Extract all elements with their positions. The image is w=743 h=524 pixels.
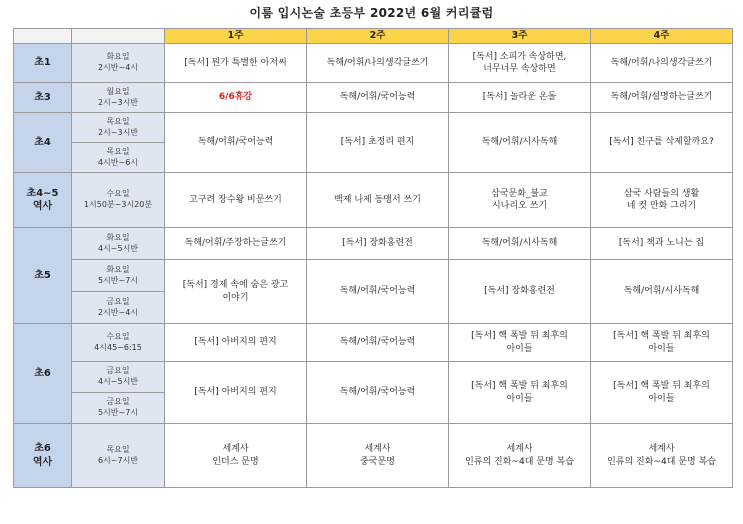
schedule-time: 6시~7시반 (97, 455, 139, 465)
schedule-time: 2시반~4시 (97, 63, 139, 72)
lesson-line: [독서] 핵 폭발 뒤 최후의 (471, 381, 568, 392)
lesson-cell: [독서] 뭔가 특별한 아저씨 (165, 44, 307, 83)
schedule-cell (72, 113, 165, 143)
schedule-cell (72, 324, 165, 362)
table-row (14, 260, 733, 292)
lesson-cell: 독해/어휘/주장하는글쓰기 (165, 228, 307, 260)
lesson-cell (591, 362, 733, 424)
schedule-day: 금요일 (106, 397, 130, 407)
schedule-cell (72, 362, 165, 393)
lesson-cell: [독서] 아버지의 편지 (165, 362, 307, 424)
class-label-line: 초6 (34, 443, 51, 454)
schedule-time: 4시반~6시 (97, 157, 139, 167)
lesson-line: 중국문명 (360, 456, 395, 467)
lesson-cell (449, 424, 591, 488)
week-header: 4주 (591, 29, 733, 44)
header-blank (14, 29, 72, 44)
lesson-line: 아이들 (648, 343, 675, 354)
table-row (14, 324, 733, 362)
schedule-time: 5시반~7시 (97, 408, 139, 417)
schedule-time: 1시50분~3시20분 (83, 200, 153, 209)
week-header: 3주 (449, 29, 591, 44)
lesson-cell: 독해/어휘/국어능력 (165, 113, 307, 173)
schedule-day: 월요일 (106, 86, 130, 96)
holiday-notice: 6/6휴강 (165, 83, 307, 113)
schedule-time: 2시~3시반 (97, 127, 139, 137)
lesson-cell: 백제 나제 동맹서 쓰기 (307, 173, 449, 228)
schedule-cell (72, 393, 165, 424)
lesson-line: 이야기 (222, 292, 249, 303)
lesson-line: 인더스 문명 (212, 456, 259, 467)
lesson-cell: [독서] 초정리 편지 (307, 113, 449, 173)
schedule-day: 목요일 (106, 444, 130, 454)
lesson-line: 아이들 (506, 393, 533, 404)
lesson-cell (307, 424, 449, 488)
schedule-day: 금요일 (106, 296, 130, 306)
lesson-cell (449, 324, 591, 362)
lesson-cell: 독해/어휘/국어능력 (307, 324, 449, 362)
lesson-cell: [독서] 책과 노니는 집 (591, 228, 733, 260)
lesson-cell (165, 424, 307, 488)
header-blank (72, 29, 165, 44)
class-label: 초5 (14, 228, 72, 324)
lesson-cell: 독해/어휘/나의생각글쓰기 (591, 44, 733, 83)
lesson-line: 삼국문화_불교 (491, 188, 548, 199)
schedule-time: 2시반~4시 (97, 307, 139, 317)
lesson-cell: 독해/어휘/시사독해 (449, 113, 591, 173)
schedule-day: 수요일 (106, 189, 130, 199)
schedule-day: 화요일 (106, 232, 130, 242)
lesson-cell (449, 362, 591, 424)
lesson-line: 세계사 (364, 444, 391, 455)
schedule-time: 4시~5시반 (97, 243, 139, 253)
schedule-day: 수요일 (106, 331, 130, 341)
class-label-line: 역사 (32, 201, 53, 212)
lesson-cell: 독해/어휘/국어능력 (307, 260, 449, 324)
lesson-cell: 독해/어휘/나의생각글쓰기 (307, 44, 449, 83)
table-row (14, 228, 733, 260)
schedule-day: 화요일 (106, 264, 130, 274)
lesson-cell: [독서] 장화홍련전 (307, 228, 449, 260)
schedule-time: 5시반~7시 (97, 275, 139, 285)
schedule-day: 금요일 (106, 366, 130, 376)
lesson-line: 세계사 (648, 444, 675, 455)
lesson-cell (449, 173, 591, 228)
schedule-time: 2시~3시반 (97, 97, 139, 107)
lesson-line: 네 컷 만화 그리기 (626, 201, 697, 211)
schedule-cell (72, 228, 165, 260)
lesson-line: [독서] 소피가 속상하면, (472, 51, 567, 62)
schedule-day: 목요일 (106, 116, 130, 126)
schedule-time: 4시~5시반 (97, 377, 139, 386)
lesson-cell: 고구려 장수왕 비문쓰기 (165, 173, 307, 228)
lesson-cell: 독해/어휘/국어능력 (307, 362, 449, 424)
class-label-line: 초4~5 (26, 187, 59, 199)
lesson-cell: 독해/어휘/시사독해 (591, 260, 733, 324)
lesson-line: 세계사 (222, 444, 249, 455)
lesson-line: [독서] 핵 폭발 뒤 최후의 (613, 381, 710, 392)
lesson-cell (449, 44, 591, 83)
schedule-cell (72, 424, 165, 488)
lesson-cell (591, 173, 733, 228)
lesson-cell: 독해/어휘/국어능력 (307, 83, 449, 113)
page-title: 이룸 입시논술 초등부 2022년 6월 커리큘럼 (249, 6, 494, 20)
class-label: 초4 (14, 113, 72, 173)
lesson-cell: 독해/어휘/설명하는글쓰기 (591, 83, 733, 113)
lesson-line: 인류의 진화~4대 문명 복습 (607, 456, 716, 467)
table-row (14, 173, 733, 228)
lesson-line: [독서] 핵 폭발 뒤 최후의 (613, 331, 710, 342)
lesson-line: 아이들 (648, 393, 675, 404)
lesson-cell: [독서] 아버지의 편지 (165, 324, 307, 362)
schedule-cell (72, 260, 165, 292)
lesson-cell (165, 260, 307, 324)
schedule-cell (72, 44, 165, 83)
class-label (14, 173, 72, 228)
lesson-cell: [독서] 장화홍련전 (449, 260, 591, 324)
table-row (14, 424, 733, 488)
lesson-line: 시나리오 쓰기 (491, 201, 548, 211)
class-label (14, 424, 72, 488)
table-row (14, 362, 733, 393)
class-label: 초3 (14, 83, 72, 113)
lesson-cell: [독서] 친구를 삭제할까요? (591, 113, 733, 173)
schedule-time: 4시45~6:15 (94, 342, 142, 352)
lesson-line: 인류의 진화~4대 문명 복습 (465, 456, 574, 467)
lesson-line: [독서] 핵 폭발 뒤 최후의 (471, 331, 568, 342)
lesson-line: [독서] 경제 속에 숨은 광고 (182, 280, 289, 291)
schedule-cell (72, 173, 165, 228)
table-row (14, 113, 733, 143)
lesson-line: 삼국 사람들의 생활 (623, 188, 700, 199)
lesson-cell: 독해/어휘/시사독해 (449, 228, 591, 260)
class-label: 초6 (14, 324, 72, 424)
schedule-day: 화요일 (106, 52, 130, 62)
table-row (14, 44, 733, 83)
lesson-line: 너무너무 속상하면 (483, 64, 556, 74)
schedule-cell (72, 292, 165, 324)
lesson-cell (591, 324, 733, 362)
week-header: 1주 (165, 29, 307, 44)
lesson-line: 아이들 (506, 343, 533, 354)
curriculum-table (13, 28, 733, 488)
lesson-cell (591, 424, 733, 488)
schedule-cell (72, 143, 165, 173)
class-label: 초1 (14, 44, 72, 83)
header-row (14, 29, 733, 44)
schedule-day: 목요일 (106, 146, 130, 156)
lesson-cell: [독서] 놀라운 온돌 (449, 83, 591, 113)
table-row (14, 83, 733, 113)
week-header: 2주 (307, 29, 449, 44)
lesson-line: 세계사 (506, 444, 533, 455)
schedule-cell (72, 83, 165, 113)
class-label-line: 역사 (32, 456, 53, 468)
